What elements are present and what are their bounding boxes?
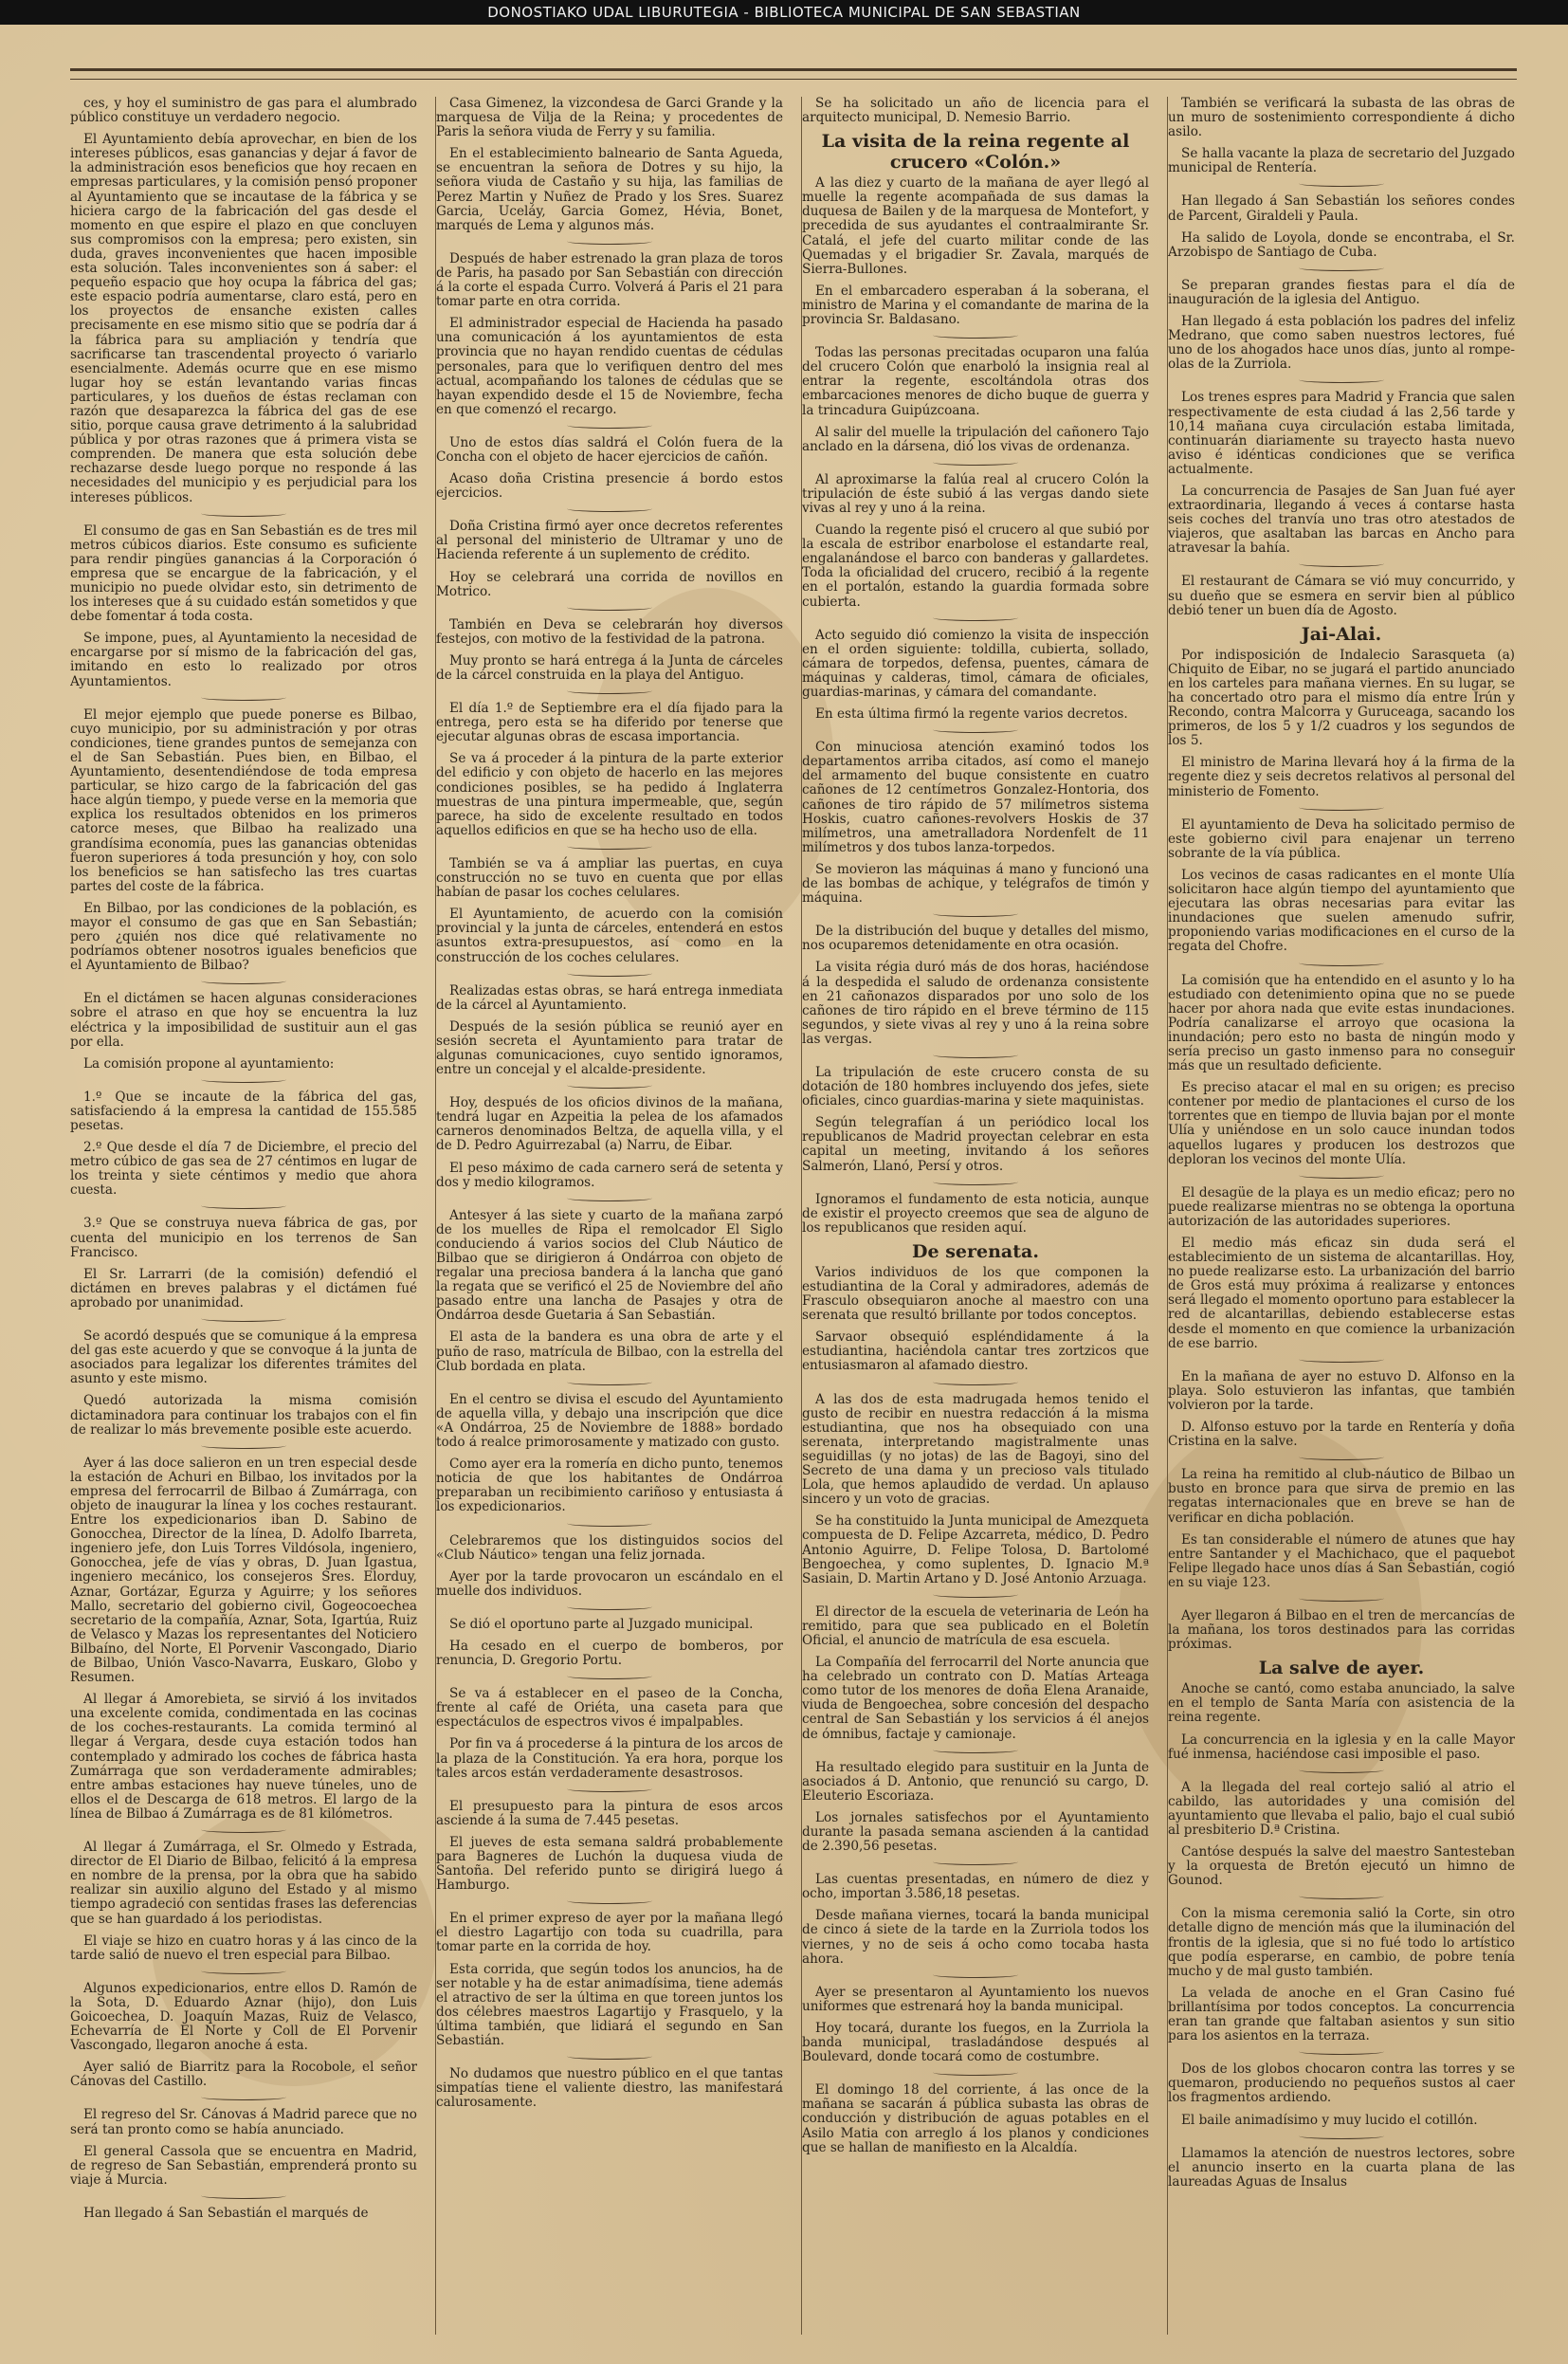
article-paragraph: Como ayer era la romería en dicho punto, tenemos noticia de que los habitantes de Ondárroa preparaban un recibimiento cariñoso y entusiasta á los expedicionarios. xyxy=(436,1457,783,1515)
article-paragraph: D. Alfonso estuvo por la tarde en Rentería y doña Cristina en la salve. xyxy=(1168,1420,1515,1450)
article-paragraph: El Sr. Larrarri (de la comisión) defendió el dictámen en breves palabras y el dictámen fué aprobado por unanimidad. xyxy=(70,1266,417,1310)
article-paragraph: Se impone, pues, al Ayuntamiento la necesidad de encargarse por sí mismo de la fabricación del gas, imitando en esto lo realizado por otros Ayuntamientos. xyxy=(70,631,417,689)
article-paragraph: El administrador especial de Hacienda ha pasado una comunicación á los ayuntamientos de esta provincia que no hayan rendido cuentas de cédulas personales, para que lo verifiquen dentro del mes actual, acompañando los talones de cédulas que se hayan expendido desde el 15 de Noviembre, fecha en que comenzó el recargo. xyxy=(436,316,783,417)
header-rule xyxy=(70,68,1517,80)
article-paragraph: Dos de los globos chocaron contra las torres y se quemaron, produciendo no pequeños sustos al caer los fragmentos ardiendo. xyxy=(1168,2062,1515,2106)
article-paragraph: La comisión propone al ayuntamiento: xyxy=(83,1055,335,1072)
article-paragraph: Doña Cristina firmó ayer once decretos referentes al personal del ministerio de Ultramar y uno de Hacienda referente á un suplemento de crédito. xyxy=(436,519,783,563)
article-paragraph: Los jornales satisfechos por el Ayuntamiento durante la pasada semana ascienden á la cantidad de 2.390,56 pesetas. xyxy=(802,1809,1149,1855)
section-flourish xyxy=(1299,1356,1384,1363)
section-flourish xyxy=(567,687,652,694)
article-paragraph: La visita régia duró más de dos horas, haciéndose á la despedida el saludo de ordenanza consistente en 21 cañonazos disparados por uno solo de los cañones de tiro rápido en el breve término de 115 segundos, y siete vivas al rey y uno á la reina sobre las vergas. xyxy=(802,960,1149,1047)
section-flourish xyxy=(567,843,652,850)
article-paragraph: De la distribución del buque y detalles del mismo, nos ocuparemos detenidamente en otra ocasión. xyxy=(802,924,1149,954)
article-paragraph: Ha cesado en el cuerpo de bomberos, por renuncia, D. Gregorio Portu. xyxy=(436,1638,783,1669)
article-paragraph: Cuando la regente pisó el crucero al que subió por la escala de estribor enarbolose el estandarte real, engalanándose el barco con banderas y gallardetes. Toda la oficialidad del crucero, recibió á la regente en el portalón, estando la guardia formada sobre cubierta. xyxy=(802,522,1149,610)
section-flourish xyxy=(933,1052,1018,1058)
article-paragraph: Ayer por la tarde provocaron un escándalo en el muelle dos individuos. xyxy=(436,1568,783,1599)
article-paragraph: La reina ha remitido al club-náutico de Bilbao un busto en bronce para que sirva de premio en las regatas internacionales que en breve se han de verificar en dicha población. xyxy=(1168,1467,1515,1526)
section-flourish xyxy=(1299,1172,1384,1179)
article-paragraph: Cantóse después la salve del maestro Santesteban y la orquesta de Bretón ejecutó un himno de Gounod. xyxy=(1168,1844,1515,1889)
section-headline: De serenata. xyxy=(912,1240,1039,1262)
section-flourish xyxy=(933,459,1018,466)
article-paragraph: También se verificará la subasta de las obras de un muro de sostenimiento correspondiente á dicho asilo. xyxy=(1168,97,1515,140)
article-paragraph: Hoy tocará, durante los fuegos, en la Zurriola la banda municipal, trasladándose después al Boulevard, donde tocará como de costumbre. xyxy=(802,2020,1149,2065)
article-paragraph: Llamamos la atención de nuestros lectores, sobre el anuncio inserto en la cuarta plana de las laureadas Aguas de Insalus xyxy=(1168,2145,1515,2190)
article-paragraph: 2.º Que desde el día 7 de Diciembre, el precio del metro cúbico de gas sea de 27 céntimos en lugar de los treinta y siete céntimos y medio que ahora cuesta. xyxy=(70,1140,417,1199)
section-flourish xyxy=(933,1859,1018,1865)
article-paragraph: Se preparan grandes fiestas para el día de inauguración de la iglesia del Antiguo. xyxy=(1168,277,1515,307)
article-paragraph: En el centro se divisa el escudo del Ayuntamiento de aquella villa, y debajo una inscripción que dice «A Ondárroa, 25 de Noviembre de 1888» bordado todo á realce primorosamente y matizado con gusto. xyxy=(436,1391,783,1451)
section-flourish xyxy=(567,238,652,245)
article-columns xyxy=(70,97,1517,2344)
article-paragraph: Es tan considerable el número de atunes que hay entre Santander y el Machichaco, que el paquebot Felipe llegado hace unos días á San Sebastián, cogió en su viaje 123. xyxy=(1168,1531,1515,1590)
section-flourish xyxy=(201,1202,286,1209)
article-paragraph: Ayer se presentaron al Ayuntamiento los nuevos uniformes que estrenará hoy la banda municipal. xyxy=(802,1984,1149,2014)
article-paragraph: 3.º Que se construya nueva fábrica de gas, por cuenta del municipio en los terrenos de San Francisco. xyxy=(70,1216,417,1260)
article-paragraph: Todas las personas precitadas ocuparon una falúa del crucero Colón que enarboló la insignia real al entrar la regente, escoltándola otras dos embarcaciones menores de dicho buque de guerra y la trincadura Guipúzcoana. xyxy=(802,345,1149,418)
column-2 xyxy=(436,97,783,2344)
article-paragraph: Se va á establecer en el paseo de la Concha, frente al café de Oriéta, una caseta para que espectáculos de espectros vivos é impalpables. xyxy=(436,1686,783,1731)
article-paragraph: La tripulación de este crucero consta de su dotación de 180 hombres incluyendo dos jefes, siete oficiales, cinco guardias-marina y siete maquinistas. xyxy=(802,1064,1149,1109)
article-paragraph: Según telegrafían á un periódico local los republicanos de Madrid proyectan celebrar en esta capital un meeting, invitando á los señores Salmerón, Llanó, Persí y otros. xyxy=(802,1115,1149,1174)
article-paragraph: Se ha solicitado un año de licencia para el arquitecto municipal, D. Nemesio Barrio. xyxy=(802,97,1149,126)
section-flourish xyxy=(933,1747,1018,1753)
library-banner: DONOSTIAKO UDAL LIBURUTEGIA - BIBLIOTECA MUNICIPAL DE SAN SEBASTIAN xyxy=(0,0,1568,25)
article-paragraph: El mejor ejemplo que puede ponerse es Bilbao, cuyo municipio, por su administración y por otras condiciones, tiene grandes puntos de semejanza con el de San Sebastián. Pues bien, en Bilbao, el Ayuntamiento, desentendiéndose de toda empresa particular, se hizo cargo de la fabricación del gas hace algún tiempo, y puede verse en la memoria que explica los resultados obtenidos en los primeros catorce meses, que Bilbao ha realizado una grandísima economía, pues las ganancias obtenidas fueron superiores á toda presunción y hoy, con solo los beneficios se han satisfecho las tres cuartas partes del coste de la fábrica. xyxy=(70,706,417,894)
article-paragraph: Al salir del muelle la tripulación del cañonero Tajo anclado en la dársena, dió los vivas de ordenanza. xyxy=(802,424,1149,454)
section-flourish xyxy=(933,1591,1018,1598)
article-paragraph: Ha salido de Loyola, donde se encontraba, el Sr. Arzobispo de Santiago de Cuba. xyxy=(1168,229,1515,260)
section-flourish xyxy=(1299,560,1384,567)
article-paragraph: El jueves de esta semana saldrá probablemente para Bagneres de Luchón la duquesa viuda de Santoña. Del referido punto se dirigirá luego á Hamburgo. xyxy=(436,1834,783,1894)
section-flourish xyxy=(933,2069,1018,2076)
section-flourish xyxy=(567,1786,652,1792)
article-paragraph: Se ha constituido la Junta municipal de Amezqueta compuesta de D. Felipe Azcarreta, médico, D. Pedro Antonio Aguirre, D. Felipe Tolosa, D. Bartolomé Bengoechea, y como suplentes, D. Ignacio M.ª Sasiain, D. Martin Artano y D. José Antonio Arzuaga. xyxy=(802,1513,1149,1586)
article-paragraph: Por fin va á procederse á la pintura de los arcos de la plaza de la Constitución. Ya era hora, porque los tales arcos están verdaderamente desastrosos. xyxy=(436,1736,783,1781)
section-flourish xyxy=(1299,265,1384,271)
article-paragraph: Se acordó después que se comunique á la empresa del gas este acuerdo y que se convoque á la junta de asociados para legalizar los diferentes trámites del asunto y este mismo. xyxy=(70,1329,417,1387)
article-paragraph: En el embarcadero esperaban á la soberana, el ministro de Marina y el comandante de marina de la provincia Sr. Baldasano. xyxy=(802,283,1149,328)
article-paragraph: El baile animadísimo y muy lucido el cotillón. xyxy=(1181,2112,1478,2128)
column-3 xyxy=(802,97,1149,2344)
section-flourish xyxy=(1299,1595,1384,1602)
article-paragraph: Desde mañana viernes, tocará la banda municipal de cinco á siete de la tarde en la Zurriola todos los viernes, y no de seis á ocho como tocaba hasta ahora. xyxy=(802,1908,1149,1967)
section-flourish xyxy=(201,2192,286,2199)
section-flourish xyxy=(1299,2048,1384,2055)
article-paragraph: El medio más eficaz sin duda será el establecimiento de un sistema de alcantarillas. Hoy, no puede realizarse esto. La urbanización del barrio de Gros está muy próxima á realizarse y entonces será llegado el momento oportuno para establecer la red de alcantarillas, debiendo establecerse estas desde el momento en que comience la urbanización de ese barrio. xyxy=(1168,1236,1515,1351)
article-paragraph: El Ayuntamiento, de acuerdo con la comisión provincial y la junta de cárceles, entenderá en estos asuntos extra-presupuestos, así como en la construcción de los coches celulares. xyxy=(436,907,783,965)
article-paragraph: Hoy, después de los oficios divinos de la mañana, tendrá lugar en Azpeitia la pelea de los afamados carneros denominados Beltza, de aquella villa, y el de D. Pedro Aguirrezabal (a) Narru, de Eibar. xyxy=(436,1095,783,1154)
article-paragraph: El ayuntamiento de Deva ha solicitado permiso de este gobierno civil para enajenar un terreno sobrante de la vía pública. xyxy=(1168,816,1515,861)
article-paragraph: La comisión que ha entendido en el asunto y lo ha estudiado con detenimiento opina que no se puede hacer por ahora nada que evite estas inundaciones. Podría canalizarse el arroyo que ocasiona la inundación; pero esto no basta de ningún modo y sería preciso un gasto inmenso para no conseguir más que un resultado deficiente. xyxy=(1168,972,1515,1074)
article-paragraph: El general Cassola que se encuentra en Madrid, de regreso de San Sebastián, emprenderá pronto su viaje á Murcia. xyxy=(70,2143,417,2188)
section-flourish xyxy=(567,1082,652,1089)
section-flourish xyxy=(933,1971,1018,1978)
article-paragraph: En la mañana de ayer no estuvo D. Alfonso en la playa. Solo estuvieron las infantas, que también volvieron por la tarde. xyxy=(1168,1368,1515,1413)
article-paragraph: Ayer llegaron á Bilbao en el tren de mercancías de la mañana, los toros destinados para las corridas próximas. xyxy=(1168,1607,1515,1653)
article-paragraph: El asta de la bandera es una obra de arte y el puño de raso, matrícula de Bilbao, con la estrella del Club bordada en plata. xyxy=(436,1329,783,1374)
article-paragraph: También se va á ampliar las puertas, en cuya construcción no se tuvo en cuenta que por ellas habían de pasar los coches celulares. xyxy=(436,855,783,901)
article-paragraph: Las cuentas presentadas, en número de diez y ocho, importan 3.586,18 pesetas. xyxy=(802,1872,1149,1902)
article-paragraph: Anoche se cantó, como estaba anunciado, la salve en el templo de Santa María con asistencia de la reina regente. xyxy=(1168,1681,1515,1726)
section-flourish xyxy=(201,1826,286,1833)
article-paragraph: Uno de estos días saldrá el Colón fuera de la Concha con el objeto de hacer ejercicios de cañón. xyxy=(436,434,783,465)
article-paragraph: En el primer expreso de ayer por la mañana llegó el diestro Lagartijo con toda su cuadrilla, para tomar parte en la corrida de hoy. xyxy=(436,1911,783,1955)
article-paragraph: Ayer salió de Biarritz para la Rocobole, el señor Cánovas del Castillo. xyxy=(70,2060,417,2090)
article-paragraph: En Bilbao, por las condiciones de la población, es mayor el consumo de gas que en San Sebastián; pero ¿quién nos dice qué relativamente no podríamos obtener nosotros iguales beneficios que el Ayuntamiento de Bilbao? xyxy=(70,900,417,974)
article-paragraph: Con la misma ceremonia salió la Corte, sin otro detalle digno de mención más que la iluminación del frontis de la iglesia, que si no fué todo lo artístico que podía esperarse, en cambio, de pobre tenía mucho y de mal gusto también. xyxy=(1168,1906,1515,1979)
article-paragraph: Realizadas estas obras, se hará entrega inmediata de la cárcel al Ayuntamiento. xyxy=(436,982,783,1013)
article-paragraph: La concurrencia en la iglesia y en la calle Mayor fué inmensa, haciéndose casi imposible el paso. xyxy=(1168,1732,1515,1762)
article-paragraph: Por indisposición de Indalecio Sarasqueta (a) Chiquito de Eibar, no se jugará el partido anunciado en los carteles para mañana viernes. En su lugar, se ha concertado otro para el mismo día entre Irún y Recondo, contra Malcorra y Guruceaga, sacando los primeros, de los 5 y 1/2 cuadros y los segundos de los 5. xyxy=(1168,647,1515,749)
article-paragraph: El peso máximo de cada carnero será de setenta y dos y medio kilogramos. xyxy=(436,1160,783,1190)
article-paragraph: A la llegada del real cortejo salió al atrio el cabildo, las autoridades y una comisión del ayuntamiento que llevaba el palio, bajo el cual subió al presbiterio D.ª Cristina. xyxy=(1168,1779,1515,1838)
article-paragraph: Casa Gimenez, la vizcondesa de Garci Grande y la marquesa de Vilja de la Reina; y procedentes de Paris la señora viuda de Ferry y su familia. xyxy=(436,97,783,140)
section-flourish xyxy=(1299,960,1384,966)
article-paragraph: El ministro de Marina llevará hoy á la firma de la regente diez y seis decretos relativos al personal del ministerio de Fomento. xyxy=(1168,755,1515,799)
article-paragraph: Con minuciosa atención examinó todos los departamentos arriba citados, así como el manejo del armamento del buque consistente en cuatro cañones de 12 centímetros Gonzalez-Hontoria, dos cañones de tiro rápido de 57 milímetros sistema Hoskis, cuatro cañones-revolvers Hoskis de 37 milímetros, una ametralladora Nordenfelt de 11 milímetros y dos tubos lanza-torpedos. xyxy=(802,740,1149,855)
article-paragraph: Se movieron las máquinas á mano y funcionó una de las bombas de achique, y telégrafos de timón y máquina. xyxy=(802,861,1149,907)
section-flourish xyxy=(567,2053,652,2060)
article-paragraph: Sarvaor obsequió espléndidamente á la estudiantina, haciéndola cantar tres zortzicos que entusiasmaron al afamado diestro. xyxy=(802,1329,1149,1374)
section-flourish xyxy=(933,614,1018,621)
article-paragraph: Celebraremos que los distinguidos socios del «Club Náutico» tengan una feliz jornada. xyxy=(436,1532,783,1563)
article-paragraph: Hoy se celebrará una corrida de novillos en Motrico. xyxy=(436,569,783,599)
article-paragraph: El presupuesto para la pintura de esos arcos asciende á la suma de 7.445 pesetas. xyxy=(436,1798,783,1828)
article-paragraph: El día 1.º de Septiembre era el día fijado para la entrega, pero esta se ha diferido por tenerse que ejecutar algunas obras de escasa importancia. xyxy=(436,701,783,745)
article-paragraph: Han llegado á esta población los padres del infeliz Medrano, que como saben nuestros lectores, fué uno de los ahogados hace unos días, junto al rompe-olas de la Zurriola. xyxy=(1168,314,1515,373)
section-flourish xyxy=(567,1673,652,1679)
article-paragraph: Acto seguido dió comienzo la visita de inspección en el orden siguiente: toldilla, cubierta, sollado, cámara de torpedos, defensa, puentes, cámara de máquinas y calderas, timol, cámara de oficiales, guardias-marinas, y cámara del comandante. xyxy=(802,627,1149,700)
article-paragraph: En el dictámen se hacen algunas consideraciones sobre el atraso en que hoy se encuentra la luz eléctrica y la imposibilidad de sustituir aun el gas por ella. xyxy=(70,991,417,1050)
article-paragraph: 1.º Que se incaute de la fábrica del gas, satisfaciendo á la empresa la cantidad de 155.585 pesetas. xyxy=(70,1089,417,1133)
section-flourish xyxy=(201,1968,286,1974)
article-paragraph: Han llegado á San Sebastián los señores condes de Parcent, Giraldeli y Paula. xyxy=(1168,193,1515,224)
article-paragraph: Después de la sesión pública se reunió ayer en sesión secreta el Ayuntamiento para tratar de algunas comunicaciones, cuyo sentido ignoramos, entre un concejal y el alcalde-presidente. xyxy=(436,1018,783,1078)
section-headline: Jai-Alai. xyxy=(1301,623,1382,645)
article-paragraph: Después de haber estrenado la gran plaza de toros de Paris, ha pasado por San Sebastián con dirección á la corte el espada Curro. Volverá á Paris el 21 para tomar parte en otra corrida. xyxy=(436,250,783,310)
article-paragraph: Los trenes espres para Madrid y Francia que salen respectivamente de esta ciudad á las 2,56 tarde y 10,14 mañana cuya circulación estaba limitada, continuarán diariamente su trayecto hasta nuevo aviso é idénticas condiciones que se verifica actualmente. xyxy=(1168,390,1515,477)
article-paragraph: El director de la escuela de veterinaria de León ha remitido, para que sea publicado en el Boletín Oficial, el anuncio de matrícula de esa escuela. xyxy=(802,1603,1149,1648)
article-paragraph: El viaje se hizo en cuatro horas y á las cinco de la tarde salió de nuevo el tren especial para Bilbao. xyxy=(70,1933,417,1963)
section-flourish xyxy=(1299,376,1384,383)
section-flourish xyxy=(1299,180,1384,187)
section-flourish xyxy=(567,422,652,429)
article-paragraph: Al aproximarse la falúa real al crucero Colón la tripulación de éste subió á las vergas dando siete vivas al rey y uno á la reina. xyxy=(802,471,1149,516)
article-paragraph: El restaurant de Cámara se vió muy concurrido, y su dueño que se esmera en servir bien al público debió tener un buen día de Agosto. xyxy=(1168,574,1515,618)
article-paragraph: La Compañía del ferrocarril del Norte anuncia que ha celebrado un contrato con D. Matías Arteaga como tutor de los menores de doña Elena Aranaide, viuda de Bengoechea, sobre concesión del despacho central de San Sebastián y los servicios á él anejos de ómnibus, factaje y camionaje. xyxy=(802,1655,1149,1742)
article-paragraph: ces, y hoy el suministro de gas para el alumbrado público constituye un verdadero negocio. xyxy=(70,97,417,126)
article-paragraph: No dudamos que nuestro público en el que tantas simpatías tiene el valiente diestro, las manifestará calurosamente. xyxy=(436,2066,783,2111)
article-paragraph: En el establecimiento balneario de Santa Agueda, se encuentran la señora de Dotres y su hijo, la señora viuda de Castaño y su hija, las familias de Perez Martin y Nuñez de Prado y los Sres. Suarez Garcia, Uceláy, Garcia Gomez, Hévia, Bonet, marqués de Lema y algunos más. xyxy=(436,146,783,233)
article-paragraph: Se halla vacante la plaza de secretario del Juzgado municipal de Rentería. xyxy=(1168,146,1515,176)
article-paragraph: También en Deva se celebrarán hoy diversos festejos, con motivo de la festividad de la patrona. xyxy=(436,616,783,647)
article-paragraph: El domingo 18 del corriente, á las once de la mañana se sacarán á pública subasta las obras de conducción y distribución de aguas potables en el Asilo Matia con arreglo á los planos y condiciones que se hallan de manifiesto en la Alcaldía. xyxy=(802,2082,1149,2155)
section-flourish xyxy=(567,505,652,512)
section-flourish xyxy=(567,604,652,611)
section-flourish xyxy=(201,694,286,701)
section-flourish xyxy=(201,1315,286,1322)
article-paragraph: Se dió el oportuno parte al Juzgado municipal. xyxy=(449,1616,754,1632)
article-paragraph: En esta última firmó la regente varios decretos. xyxy=(815,706,1128,723)
article-paragraph: Algunos expedicionarios, entre ellos D. Ramón de la Sota, D. Eduardo Aznar (hijo), don Luis Goicoechea, D. Joaquín Mazas, Ruiz de Velasco, Echevarría de El Norte y Coll de El Porvenir Vascongado, llegaron anoche á esta. xyxy=(70,1980,417,2054)
article-paragraph: Ayer á las doce salieron en un tren especial desde la estación de Achuri en Bilbao, los invitados por la empresa del ferrocarril de Bilbao á Zumárraga, con objeto de inaugurar la línea y los coches restaurant. Entre los expedicionarios iban D. Sabino de Gonocchea, Director de la línea, D. Adolfo Ibarreta, ingeniero jefe, don Luis Torres Vildósola, ingeniero, Gonocchea, jefe de vías y obras, D. Juan Igastua, ingeniero mecánico, los consejeros Sres. Elorduy, Aznar, Gortázar, Egurza y Aguirre; y los señores Mallo, secretario del gobierno civil, Gogeocoechea secretario de la compañía, Aznar, Sota, Igartúa, Ruiz de Velasco y Mazas los representantes del Noticiero Bilbaíno, del Norte, El Porvenir Vascongado, Diario de Bilbao, Unión Vasco-Navarra, Euskaro, Globo y Resumen. xyxy=(70,1455,417,1686)
section-flourish xyxy=(1299,1893,1384,1899)
section-flourish xyxy=(933,910,1018,917)
section-flourish xyxy=(1299,2133,1384,2139)
section-flourish xyxy=(933,1179,1018,1185)
section-flourish xyxy=(567,1897,652,1904)
section-flourish xyxy=(933,1379,1018,1385)
section-flourish xyxy=(567,1603,652,1610)
article-paragraph: La concurrencia de Pasajes de San Juan fué ayer extraordinaria, llegando á veces á contarse hasta seis coches del tranvía uno tras otro atestados de viajeros, que asaltaban las barcas en Ancho para atravesar la bahía. xyxy=(1168,483,1515,557)
article-paragraph: El consumo de gas en San Sebastián es de tres mil metros cúbicos diarios. Este consumo es suficiente para rendir pingües ganancias á la Corporación ó empresa que se encargue de la fabricación, y el municipio no puede olvidar esto, sin detrimento de los intereses que á su cuidado están sometidos y que debe fomentar á toda costa. xyxy=(70,522,417,625)
article-paragraph: El regreso del Sr. Cánovas á Madrid parece que no será tan pronto como se había anunciado. xyxy=(70,2107,417,2137)
article-paragraph: Han llegado á San Sebastián el marqués de xyxy=(83,2205,369,2221)
article-paragraph: Al llegar á Amorebieta, se sirvió á los invitados una excelente comida, condimentada en las cocinas de los coches-restaurants. La comida terminó al llegar á Vergara, desde cuya estación todos han contemplado y admirado los coches de fábrica hasta Zumárraga que son verdaderamente admirables; entre ambas estaciones hay nueve túneles, uno de ellos el de Descarga de 618 metros. El largo de la línea de Bilbao á Zumárraga es de 81 kilómetros. xyxy=(70,1692,417,1822)
article-paragraph: Los vecinos de casas radicantes en el monte Ulía solicitaron hace algún tiempo del ayuntamiento que ejecutara las obras necesarias para evitar las inundaciones que suelen amenudo sufrir, proponiendo varias modificaciones en el curso de la regata del Chofre. xyxy=(1168,867,1515,955)
section-flourish xyxy=(933,726,1018,733)
section-flourish xyxy=(567,1520,652,1527)
article-paragraph: Esta corrida, que según todos los anuncios, ha de ser notable y ha de estar animadísima, tiene además el atractivo de ser la última en que toreen juntos los dos célebres maestros Lagartijo y Frasquelo, y la última también, que lidiará el segundo en San Sebastián. xyxy=(436,1961,783,2049)
section-flourish xyxy=(201,1442,286,1449)
section-flourish xyxy=(201,2094,286,2100)
section-flourish xyxy=(1299,1454,1384,1460)
article-paragraph: Quedó autorizada la misma comisión dictaminadora para continuar los trabajos con el fin de realizar lo más brevemente posible este acuerdo. xyxy=(70,1393,417,1438)
column-4 xyxy=(1168,97,1515,2344)
article-paragraph: Antesyer á las siete y cuarto de la mañana zarpó de los muelles de Ripa el remolcador El Siglo conduciendo á varios socios del Club Náutico de Bilbao que se dirigieron á Ondárroa con objeto de regalar una preciosa bandera á la lancha que ganó la regata que se verificó el 25 de Noviembre del año pasado entre una lancha de Pasajes y otra de Ondárroa desde Guetaria á San Sebastián. xyxy=(436,1207,783,1324)
article-paragraph: Muy pronto se hará entrega á la Junta de cárceles de la cárcel construida en la playa del Antiguo. xyxy=(436,652,783,683)
section-headline: La visita de la reina regente al crucero «Colón.» xyxy=(821,131,1130,174)
article-paragraph: A las diez y cuarto de la mañana de ayer llegó al muelle la regente acompañada de sus damas la duquesa de Bailen y de la marquesa de Montefort, y precedida de sus ayudantes el contraalmirante Sr. Catalá, el jefe del cuarto militar conde de las Quemadas y el brigadier Sr. Zavala, marqués de Sierra-Bullones. xyxy=(802,175,1149,277)
column-1 xyxy=(70,97,417,2344)
section-flourish xyxy=(201,1076,286,1083)
article-paragraph: A las dos de esta madrugada hemos tenido el gusto de recibir en nuestra redacción á la misma estudiantina, que nos ha obsequiado con una serenata, interpretando magistralmente unas seguidillas (y no jotas) de las de Bagoyi, sino del Secreto de una dama y un precioso vals titulado Lola, que hemos aplaudido de verdad. Un aplauso sincero y un voto de gracias. xyxy=(802,1391,1149,1508)
article-paragraph: El desagüe de la playa es un medio eficaz; pero no puede realizarse mientras no se obtenga la oportuna autorización de las autoridades superiores. xyxy=(1168,1184,1515,1229)
section-flourish xyxy=(1299,1767,1384,1773)
section-flourish xyxy=(201,978,286,984)
article-paragraph: La velada de anoche en el Gran Casino fué brillantísima por todos conceptos. La concurrencia eran tan grande que faltaban asientos y sun sitio para los asientos en la terraza. xyxy=(1168,1985,1515,2044)
section-flourish xyxy=(567,1379,652,1385)
section-headline: La salve de ayer. xyxy=(1258,1658,1425,1679)
section-flourish xyxy=(933,332,1018,339)
article-paragraph: Al llegar á Zumárraga, el Sr. Olmedo y Estrada, director de El Diario de Bilbao, felicitó á la empresa en nombre de la prensa, por la obra que ha sabido realizar sin auxilio alguno del Estado y al mismo tiempo agradeció con sentidas frases las deferencias que se han guardado á los periodistas. xyxy=(70,1840,417,1927)
section-flourish xyxy=(567,1195,652,1201)
section-flourish xyxy=(567,970,652,977)
section-flourish xyxy=(1299,804,1384,811)
article-paragraph: Varios individuos de los que componen la estudiantina de la Coral y admiradores, además de Frasculo obsequiaron anoche al maestro con una serenata que resultó brillante por todos conceptos. xyxy=(802,1264,1149,1324)
article-paragraph: Es preciso atacar el mal en su origen; es preciso contener por medio de plantaciones el curso de los torrentes que en tiempo de lluvia bajan por el monte Ulía y uniéndose en un solo cauce inundan todos aquellos lugares y producen los destrozos que deploran los vecinos del monte Ulía. xyxy=(1168,1080,1515,1167)
article-paragraph: Acaso doña Cristina presencie á bordo estos ejercicios. xyxy=(436,471,783,502)
section-flourish xyxy=(201,510,286,517)
article-paragraph: Ignoramos el fundamento de esta noticia, aunque de existir el proyecto creemos que sea de alguno de los republicanos que residen aquí. xyxy=(802,1191,1149,1236)
article-paragraph: El Ayuntamiento debía aprovechar, en bien de los intereses públicos, esas ganancias y dejar á favor de la administración esos beneficios que hoy recaen en empresas particulares, y la comisión pensó proponer al Ayuntamiento que se incautase de la fábrica y se hiciera cargo de la fabricación del gas desde el momento en que espire el plazo en que concluyen sus compromisos con la empresa; pero existen, sin duda, graves inconvenientes que hacen imposible esta solución. Tales inconvenientes son á saber: el pequeño espacio que hoy ocupa la fábrica del gas; este espacio podría aumentarse, claro está, pero en los proyectos de ensanche existen calles precisamente en ese mismo sitio que se podría dar á la fábrica para su ampliación y tendría que sacrificarse tan trascendental proyecto ó variarlo esencialmente. Además ocurre que en ese mismo lugar hoy se están levantando varias fincas particulares, y los dueños de éstas reclaman con razón que desaparezca la fábrica del gas de ese sitio, porque causa grave detrimento á la salubridad pública y por otras razones que á primera vista se comprenden. De manera que esta solución debe rechazarse desde luego porque no responde á las necesidades del municipio y es perjudicial para los intereses públicos. xyxy=(70,132,417,505)
article-paragraph: Se va á proceder á la pintura de la parte exterior del edificio y con objeto de hacerlo en las mejores condiciones posibles, se ha pedido á Inglaterra muestras de una pintura impermeable, que, según parece, ha sido de excelente resultado en todos aquellos edificios en que se ha hecho uso de ella. xyxy=(436,751,783,838)
article-paragraph: Ha resultado elegido para sustituir en la Junta de asociados á D. Antonio, que renunció su cargo, D. Eleuterio Escoriaza. xyxy=(802,1759,1149,1804)
